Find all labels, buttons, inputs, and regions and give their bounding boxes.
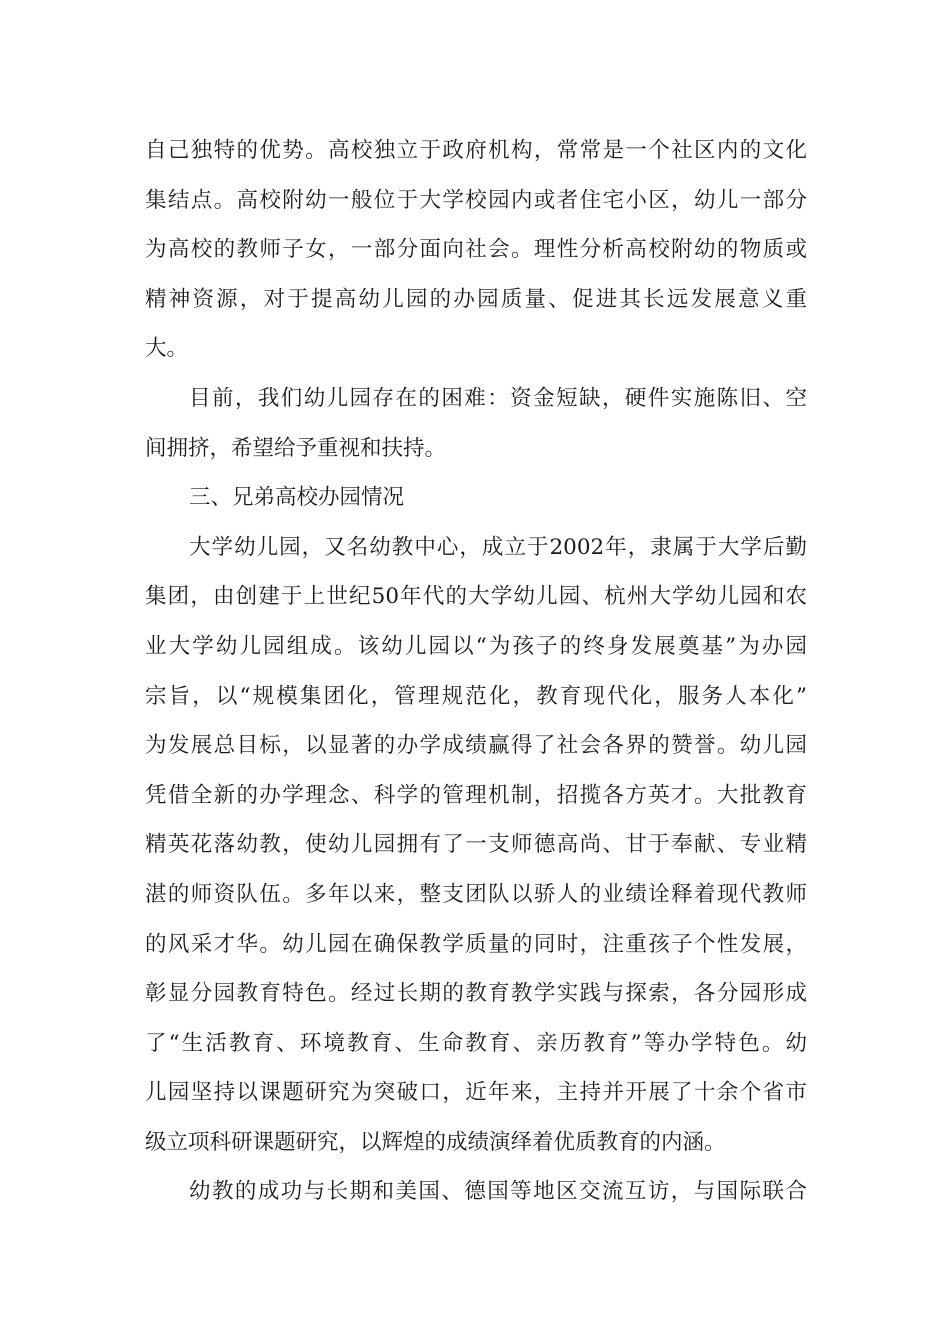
text-line: 凭借全新的办学理念、科学的管理机制，招揽各方英才。大批教育 [145, 782, 807, 808]
text-line: 大。 [145, 336, 189, 362]
text-line: 的风采才华。幼儿园在确保教学质量的同时，注重孩子个性发展， [145, 931, 807, 957]
text-line: 目前，我们幼儿园存在的困难：资金短缺，硬件实施陈旧、空 [189, 385, 807, 411]
text-line: 集结点。高校附幼一般位于大学校园内或者住宅小区，幼儿一部分 [145, 187, 807, 213]
text-line: 儿园坚持以课题研究为突破口，近年来，主持并开展了十余个省市 [145, 1080, 807, 1106]
text-line: 幼教的成功与长期和美国、德国等地区交流互访，与国际联合 [189, 1179, 807, 1205]
text-line: 间拥挤，希望给予重视和扶持。 [145, 435, 447, 461]
text-line: 精神资源，对于提高幼儿园的办园质量、促进其长远发展意义重 [145, 286, 807, 312]
text-line: 精英花落幼教，使幼儿园拥有了一支师德高尚、甘于奉献、专业精 [145, 832, 807, 858]
document-body [145, 126, 807, 1217]
text-line: 自己独特的优势。高校独立于政府机构，常常是一个社区内的文化 [145, 138, 807, 163]
text-line: 为高校的教师子女，一部分面向社会。理性分析高校附幼的物质或 [145, 237, 807, 263]
text-line: 为发展总目标，以显著的办学成绩赢得了社会各界的赞誉。幼儿园 [145, 733, 807, 759]
text-line: 级立项科研课题研究，以辉煌的成绩演绎着优质教育的内涵。 [145, 1129, 726, 1155]
text-line: 业大学幼儿园组成。该幼儿园以“为孩子的终身发展奠基”为办园 [145, 633, 807, 659]
text-line: 宗旨，以“规模集团化，管理规范化，教育现代化，服务人本化” [145, 683, 807, 709]
text-line: 了“生活教育、环境教育、生命教育、亲历教育”等办学特色。幼 [145, 1030, 807, 1056]
text-line: 大学幼儿园，又名幼教中心，成立于2002年，隶属于大学后勤 [189, 534, 807, 560]
text-line: 集团，由创建于上世纪50年代的大学幼儿园、杭州大学幼儿园和农 [145, 584, 807, 610]
text-line: 湛的师资队伍。多年以来，整支团队以骄人的业绩诠释着现代教师 [145, 881, 807, 907]
text-line: 三、兄弟高校办园情况 [189, 485, 405, 511]
text-line: 彰显分园教育特色。经过长期的教育教学实践与探索，各分园形成 [145, 981, 807, 1007]
